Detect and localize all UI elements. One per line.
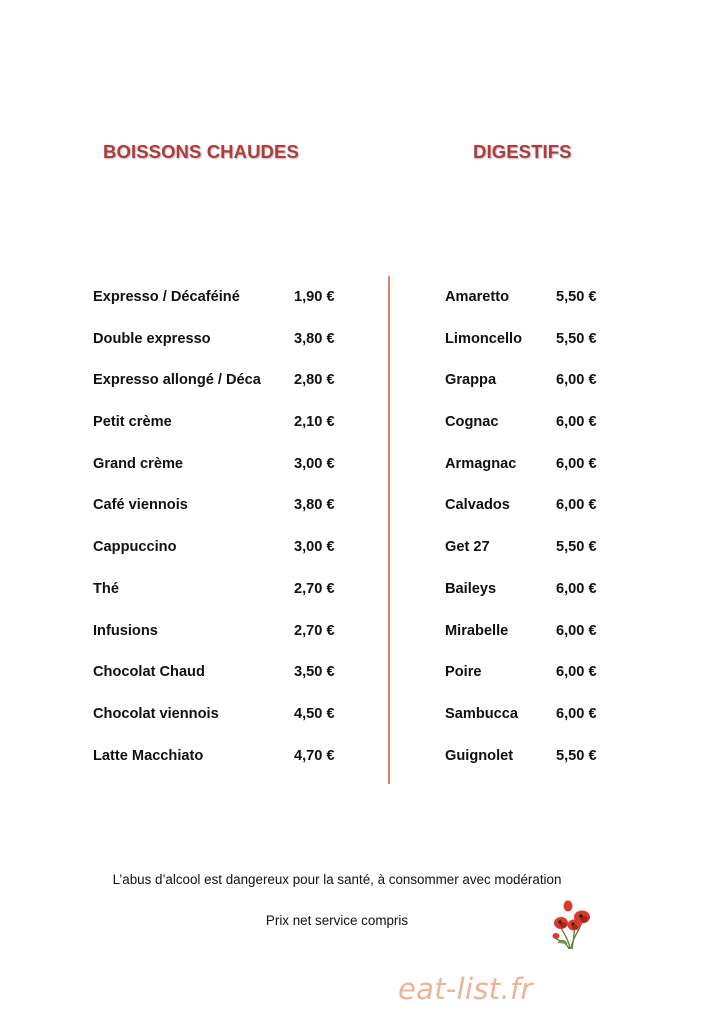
item-price: 2,70 € bbox=[294, 622, 335, 639]
boissons-chaudes-list bbox=[93, 289, 343, 789]
menu-item bbox=[93, 289, 343, 331]
item-name: Expresso allongé / Déca bbox=[93, 372, 261, 389]
menu-item bbox=[93, 664, 343, 706]
menu-item bbox=[93, 372, 343, 414]
menu-item bbox=[445, 456, 605, 498]
column-divider bbox=[388, 276, 390, 784]
item-price: 3,00 € bbox=[294, 539, 335, 556]
menu-item bbox=[93, 706, 343, 748]
item-name: Baileys bbox=[445, 580, 497, 597]
section-heading-digestifs: DIGESTIFS bbox=[473, 141, 572, 162]
menu-item bbox=[445, 372, 605, 414]
item-price: 1,90 € bbox=[294, 289, 335, 305]
menu-item bbox=[93, 748, 343, 790]
item-name: Limoncello bbox=[445, 330, 523, 347]
item-name: Infusions bbox=[93, 622, 158, 639]
alcohol-warning: L’abus d’alcool est dangereux pour la santé, à consommer avec modération bbox=[112, 872, 562, 887]
item-price: 6,00 € bbox=[556, 580, 597, 597]
item-name: Chocolat viennois bbox=[93, 705, 219, 722]
item-price: 6,00 € bbox=[556, 705, 597, 722]
item-name: Guignolet bbox=[445, 747, 514, 764]
menu-item bbox=[445, 581, 605, 623]
item-price: 3,00 € bbox=[294, 455, 335, 472]
item-price: 5,50 € bbox=[556, 289, 597, 305]
item-price: 6,00 € bbox=[556, 455, 597, 472]
item-name: Grand crème bbox=[93, 455, 184, 472]
menu-item bbox=[93, 581, 343, 623]
item-price: 3,50 € bbox=[294, 664, 335, 681]
item-name: Latte Macchiato bbox=[93, 747, 204, 764]
item-name: Poire bbox=[445, 664, 482, 681]
item-name: Cognac bbox=[445, 414, 499, 431]
item-name: Double expresso bbox=[93, 330, 211, 347]
item-name: Mirabelle bbox=[445, 622, 509, 639]
section-heading-boissons-chaudes: BOISSONS CHAUDES bbox=[103, 141, 299, 162]
item-name: Thé bbox=[93, 580, 119, 597]
item-price: 3,80 € bbox=[294, 330, 335, 347]
item-name: Calvados bbox=[445, 497, 510, 514]
menu-item bbox=[445, 664, 605, 706]
item-price: 6,00 € bbox=[556, 372, 597, 389]
digestifs-list bbox=[445, 289, 605, 789]
menu-item bbox=[93, 331, 343, 373]
menu-item bbox=[445, 289, 605, 331]
menu-item bbox=[93, 497, 343, 539]
menu-item bbox=[445, 623, 605, 665]
menu-item bbox=[445, 331, 605, 373]
item-name: Armagnac bbox=[445, 455, 517, 472]
item-price: 6,00 € bbox=[556, 414, 597, 431]
menu-item bbox=[93, 623, 343, 665]
item-price: 4,50 € bbox=[294, 705, 335, 722]
item-name: Amaretto bbox=[445, 289, 510, 305]
poppy-flowers-icon bbox=[548, 897, 594, 951]
item-price: 6,00 € bbox=[556, 622, 597, 639]
menu-item bbox=[93, 414, 343, 456]
item-price: 6,00 € bbox=[556, 497, 597, 514]
item-price: 6,00 € bbox=[556, 664, 597, 681]
item-price: 5,50 € bbox=[556, 747, 597, 764]
item-price: 5,50 € bbox=[556, 330, 597, 347]
item-price: 2,80 € bbox=[294, 372, 335, 389]
watermark-text: eat-list.fr bbox=[398, 972, 533, 1006]
menu-item bbox=[93, 456, 343, 498]
menu-item bbox=[445, 539, 605, 581]
item-name: Sambucca bbox=[445, 705, 519, 722]
menu-item bbox=[445, 497, 605, 539]
item-name: Get 27 bbox=[445, 539, 490, 556]
item-name: Grappa bbox=[445, 372, 497, 389]
item-price: 5,50 € bbox=[556, 539, 597, 556]
menu-item bbox=[93, 539, 343, 581]
item-name: Expresso / Décaféiné bbox=[93, 289, 240, 305]
item-name: Petit crème bbox=[93, 414, 172, 431]
item-name: Cappuccino bbox=[93, 539, 177, 556]
item-price: 2,10 € bbox=[294, 414, 335, 431]
menu-item bbox=[445, 748, 605, 790]
menu-item bbox=[445, 414, 605, 456]
item-name: Café viennois bbox=[93, 497, 188, 514]
item-price: 2,70 € bbox=[294, 580, 335, 597]
item-name: Chocolat Chaud bbox=[93, 664, 205, 681]
item-price: 3,80 € bbox=[294, 497, 335, 514]
menu-item bbox=[445, 706, 605, 748]
item-price: 4,70 € bbox=[294, 747, 335, 764]
service-note: Prix net service compris bbox=[265, 913, 409, 928]
